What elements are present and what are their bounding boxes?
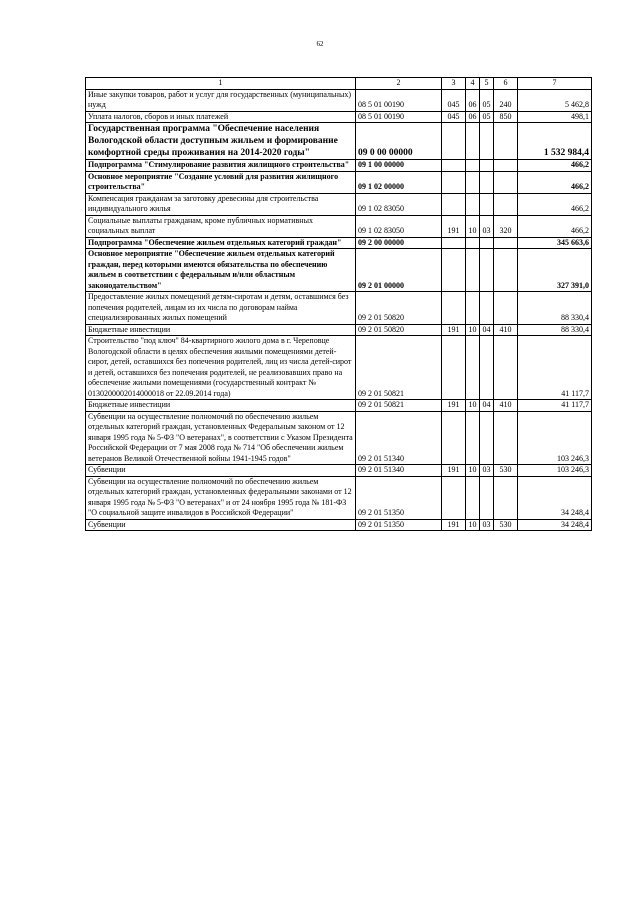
row-col-6: 530 bbox=[494, 465, 518, 477]
table-row bbox=[86, 336, 592, 400]
row-amount: 1 532 984,4 bbox=[518, 123, 592, 160]
table-row bbox=[86, 215, 592, 237]
row-col-4 bbox=[466, 237, 480, 249]
row-target-code: 09 2 01 51350 bbox=[356, 519, 442, 531]
row-col-4 bbox=[466, 171, 480, 193]
table-row bbox=[86, 465, 592, 477]
row-col-3: 191 bbox=[442, 324, 466, 336]
row-amount: 466,2 bbox=[518, 171, 592, 193]
table-row bbox=[86, 111, 592, 123]
row-description: Основное мероприятие "Создание условий для развития жилищного строительства" bbox=[86, 171, 356, 193]
row-description: Компенсация гражданам за заготовку древесины для строительства индивидуального жилья bbox=[86, 193, 356, 215]
row-col-4 bbox=[466, 160, 480, 172]
table-row bbox=[86, 476, 592, 519]
header-col-1: 1 bbox=[86, 78, 356, 90]
row-col-5: 04 bbox=[480, 400, 494, 412]
table-row bbox=[86, 237, 592, 249]
row-description: Предоставление жилых помещений детям-сиротам и детям, оставшимся без попечения родителей, лицам из их числа по договорам найма специализированных жилых помещений bbox=[86, 292, 356, 325]
row-amount: 88 330,4 bbox=[518, 292, 592, 325]
row-col-5: 04 bbox=[480, 324, 494, 336]
row-col-4 bbox=[466, 123, 480, 160]
row-col-6: 320 bbox=[494, 215, 518, 237]
row-amount: 345 663,6 bbox=[518, 237, 592, 249]
row-col-3 bbox=[442, 249, 466, 292]
row-col-5 bbox=[480, 237, 494, 249]
row-col-3 bbox=[442, 123, 466, 160]
row-col-4 bbox=[466, 292, 480, 325]
row-target-code: 09 2 01 00000 bbox=[356, 249, 442, 292]
table-body bbox=[86, 89, 592, 531]
row-col-3: 191 bbox=[442, 400, 466, 412]
row-col-6 bbox=[494, 411, 518, 465]
row-target-code: 09 2 01 50821 bbox=[356, 336, 442, 400]
row-amount: 41 117,7 bbox=[518, 336, 592, 400]
row-col-5 bbox=[480, 171, 494, 193]
row-col-5 bbox=[480, 193, 494, 215]
row-col-4: 06 bbox=[466, 111, 480, 123]
row-description: Основное мероприятие "Обеспечение жильем отдельных категорий граждан, перед которыми имеются обязательства по обеспечению жильем в соответствии с федеральным и/или областным законодательством" bbox=[86, 249, 356, 292]
table-row bbox=[86, 411, 592, 465]
row-col-5 bbox=[480, 292, 494, 325]
row-col-6 bbox=[494, 237, 518, 249]
row-col-4 bbox=[466, 193, 480, 215]
row-amount: 5 462,8 bbox=[518, 89, 592, 111]
row-col-5 bbox=[480, 123, 494, 160]
row-target-code: 09 0 00 00000 bbox=[356, 123, 442, 160]
row-description: Подпрограмма "Стимулирование развития жилищного строительства" bbox=[86, 160, 356, 172]
row-target-code: 09 1 02 83050 bbox=[356, 215, 442, 237]
row-col-4 bbox=[466, 249, 480, 292]
row-col-6: 410 bbox=[494, 400, 518, 412]
row-description: Субвенции на осуществление полномочий по обеспечению жильем отдельных категорий граждан, установленных Федеральным законом от 12 января 1995 года № 5-ФЗ "О ветеранах", в соответствии с Указом Президента Российской Федерации от 7 мая 2008 года № 714 "Об обеспечении жильем ветеранов Великой Отечественной войны 1941-1945 годов" bbox=[86, 411, 356, 465]
row-col-5: 03 bbox=[480, 465, 494, 477]
table-row bbox=[86, 123, 592, 160]
row-col-4 bbox=[466, 411, 480, 465]
row-col-6: 850 bbox=[494, 111, 518, 123]
row-col-6 bbox=[494, 249, 518, 292]
row-col-3: 191 bbox=[442, 215, 466, 237]
row-target-code: 09 2 01 51350 bbox=[356, 476, 442, 519]
row-description: Государственная программа "Обеспечение населения Вологодской области доступным жильем и формирование комфортной среды проживания на 2014-2020 годы" bbox=[86, 123, 356, 160]
row-amount: 327 391,0 bbox=[518, 249, 592, 292]
row-description: Субвенции bbox=[86, 519, 356, 531]
table-row bbox=[86, 292, 592, 325]
row-col-4 bbox=[466, 476, 480, 519]
table-row bbox=[86, 160, 592, 172]
row-target-code: 09 2 00 00000 bbox=[356, 237, 442, 249]
row-col-5: 03 bbox=[480, 519, 494, 531]
row-col-3 bbox=[442, 193, 466, 215]
row-col-4: 10 bbox=[466, 400, 480, 412]
row-amount: 466,2 bbox=[518, 193, 592, 215]
row-target-code: 09 2 01 51340 bbox=[356, 411, 442, 465]
row-description: Субвенции bbox=[86, 465, 356, 477]
row-amount: 466,2 bbox=[518, 215, 592, 237]
row-description: Социальные выплаты гражданам, кроме публичных нормативных социальных выплат bbox=[86, 215, 356, 237]
row-col-5: 05 bbox=[480, 111, 494, 123]
table-row bbox=[86, 519, 592, 531]
table-row bbox=[86, 249, 592, 292]
row-col-6 bbox=[494, 123, 518, 160]
header-col-3: 3 bbox=[442, 78, 466, 90]
row-amount: 103 246,3 bbox=[518, 411, 592, 465]
row-target-code: 09 2 01 51340 bbox=[356, 465, 442, 477]
row-col-6: 530 bbox=[494, 519, 518, 531]
row-description: Иные закупки товаров, работ и услуг для государственных (муниципальных) нужд bbox=[86, 89, 356, 111]
table-row bbox=[86, 324, 592, 336]
row-col-3 bbox=[442, 476, 466, 519]
row-col-3 bbox=[442, 237, 466, 249]
row-target-code: 09 1 00 00000 bbox=[356, 160, 442, 172]
row-target-code: 09 2 01 50820 bbox=[356, 324, 442, 336]
row-description: Подпрограмма "Обеспечение жильем отдельных категорий граждан" bbox=[86, 237, 356, 249]
row-col-6 bbox=[494, 171, 518, 193]
row-col-3 bbox=[442, 292, 466, 325]
budget-table bbox=[85, 77, 592, 531]
row-col-5: 05 bbox=[480, 89, 494, 111]
row-col-5 bbox=[480, 411, 494, 465]
table-row bbox=[86, 89, 592, 111]
header-col-4: 4 bbox=[466, 78, 480, 90]
row-col-6 bbox=[494, 292, 518, 325]
table-header-row bbox=[86, 78, 592, 90]
row-col-3: 191 bbox=[442, 519, 466, 531]
row-col-4 bbox=[466, 336, 480, 400]
row-col-4: 10 bbox=[466, 519, 480, 531]
row-target-code: 08 5 01 00190 bbox=[356, 111, 442, 123]
row-description: Уплата налогов, сборов и иных платежей bbox=[86, 111, 356, 123]
row-target-code: 09 1 02 83050 bbox=[356, 193, 442, 215]
row-description: Бюджетные инвестиции bbox=[86, 324, 356, 336]
row-amount: 41 117,7 bbox=[518, 400, 592, 412]
row-col-3 bbox=[442, 171, 466, 193]
row-col-5 bbox=[480, 336, 494, 400]
header-col-7: 7 bbox=[518, 78, 592, 90]
row-col-3 bbox=[442, 411, 466, 465]
row-col-3 bbox=[442, 336, 466, 400]
row-target-code: 09 1 02 00000 bbox=[356, 171, 442, 193]
row-col-3: 045 bbox=[442, 111, 466, 123]
row-col-3 bbox=[442, 160, 466, 172]
row-amount: 34 248,4 bbox=[518, 519, 592, 531]
row-col-6 bbox=[494, 336, 518, 400]
row-amount: 498,1 bbox=[518, 111, 592, 123]
table-row bbox=[86, 171, 592, 193]
row-col-3: 045 bbox=[442, 89, 466, 111]
row-col-6: 410 bbox=[494, 324, 518, 336]
table-row bbox=[86, 193, 592, 215]
page-number: 62 bbox=[316, 40, 324, 48]
header-col-5: 5 bbox=[480, 78, 494, 90]
row-col-6 bbox=[494, 476, 518, 519]
header-col-2: 2 bbox=[356, 78, 442, 90]
row-amount: 466,2 bbox=[518, 160, 592, 172]
row-col-4: 06 bbox=[466, 89, 480, 111]
row-amount: 103 246,3 bbox=[518, 465, 592, 477]
row-col-6 bbox=[494, 160, 518, 172]
row-target-code: 08 5 01 00190 bbox=[356, 89, 442, 111]
row-col-6: 240 bbox=[494, 89, 518, 111]
header-col-6: 6 bbox=[494, 78, 518, 90]
row-col-4: 10 bbox=[466, 324, 480, 336]
row-description: Субвенции на осуществление полномочий по обеспечению жильем отдельных категорий граждан, установленных федеральными законами от 12 января 1995 года № 5-ФЗ "О ветеранах" и от 24 ноября 1995 года № 181-ФЗ "О социальной защите инвалидов в Российской Федерации" bbox=[86, 476, 356, 519]
table-row bbox=[86, 400, 592, 412]
row-col-4: 10 bbox=[466, 215, 480, 237]
row-col-4: 10 bbox=[466, 465, 480, 477]
row-amount: 88 330,4 bbox=[518, 324, 592, 336]
row-description: Бюджетные инвестиции bbox=[86, 400, 356, 412]
row-col-5 bbox=[480, 249, 494, 292]
row-amount: 34 248,4 bbox=[518, 476, 592, 519]
row-col-5 bbox=[480, 476, 494, 519]
row-col-5 bbox=[480, 160, 494, 172]
row-target-code: 09 2 01 50821 bbox=[356, 400, 442, 412]
row-col-5: 03 bbox=[480, 215, 494, 237]
row-col-6 bbox=[494, 193, 518, 215]
row-target-code: 09 2 01 50820 bbox=[356, 292, 442, 325]
row-col-3: 191 bbox=[442, 465, 466, 477]
row-description: Строительство "под ключ" 84-квартирного жилого дома в г. Череповце Вологодской области в целях обеспечения жилыми помещениями детей-сирот, детей, оставшихся без попечения родителей, лиц из числа детей-сирот и детей, оставшихся без попечения родителей, не реализовавших право на обеспечение жилыми помещениями (государственный контракт № 0130200002014000018 от 22.09.2014 года) bbox=[86, 336, 356, 400]
